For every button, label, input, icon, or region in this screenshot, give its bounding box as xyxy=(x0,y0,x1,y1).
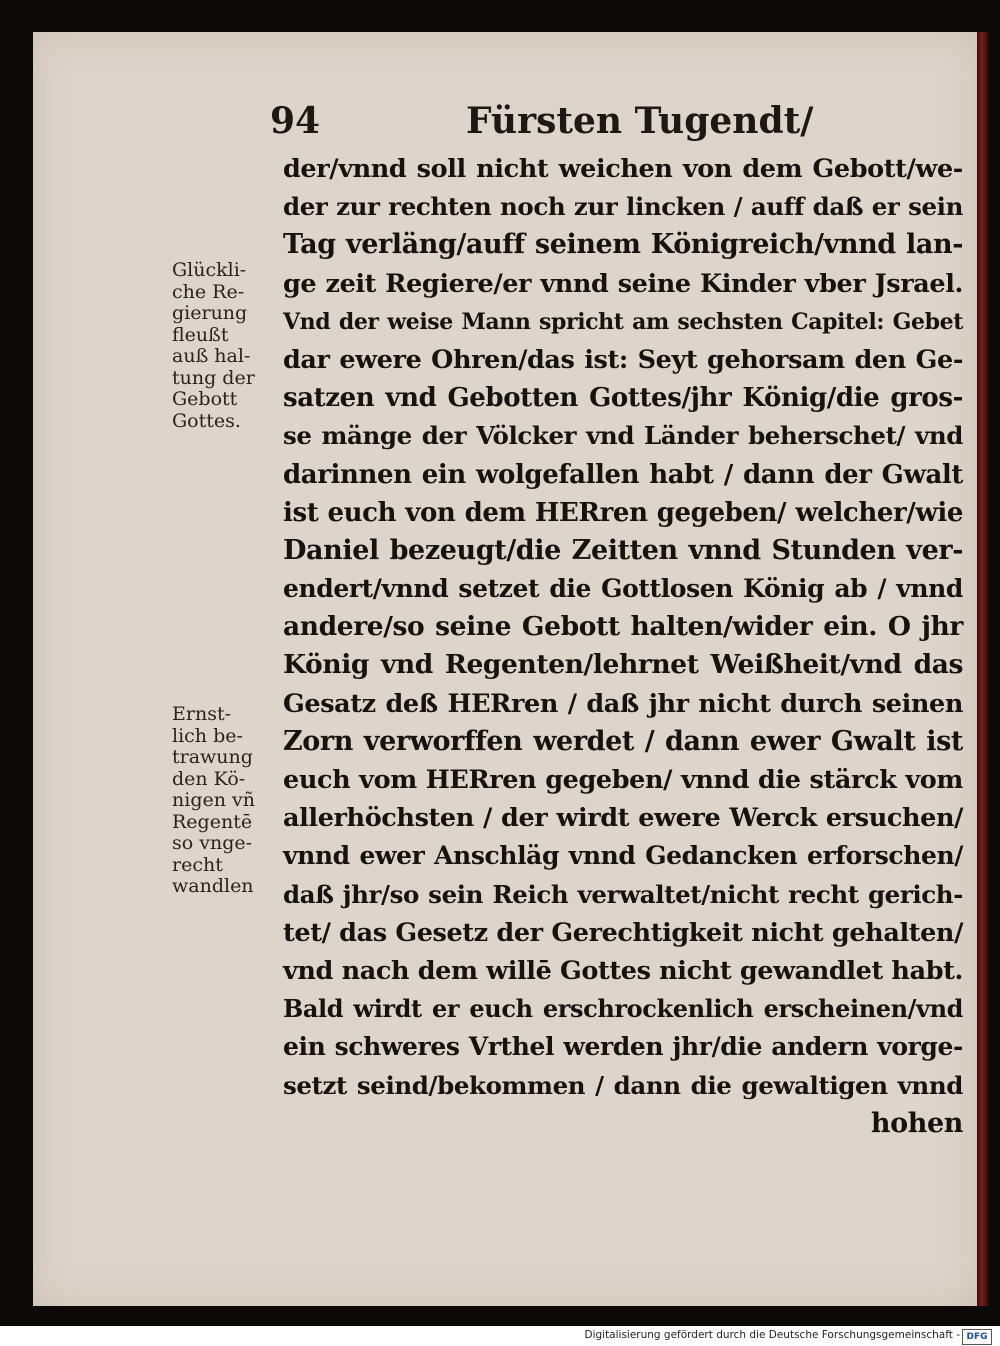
catchword: hohen xyxy=(870,1107,963,1139)
text-line: Daniel bezeugt/die Zeitten vnnd Stunden ver- xyxy=(283,534,963,566)
marginal-note xyxy=(172,260,282,432)
marginal-line: trawung xyxy=(172,746,253,768)
text-line: vnnd ewer Anschläg vnnd Gedancken erforschen/ xyxy=(283,841,963,871)
text-line: satzen vnd Gebotten Gottes/jhr König/die gros- xyxy=(283,383,963,414)
marginal-line: Ernst- xyxy=(172,703,231,725)
text-line: andere/so seine Gebott halten/wider ein. O jhr xyxy=(283,611,963,643)
text-line: Vnd der weise Mann spricht am sechsten Capitel: Gebet xyxy=(283,308,963,335)
text-line: Bald wirdt er euch erschrockenlich erscheinen/vnd xyxy=(283,994,963,1024)
page-number: 94 xyxy=(270,100,321,142)
text-line: endert/vnnd setzet die Gottlosen König ab / vnnd xyxy=(283,574,963,604)
text-line: se mänge der Völcker vnd Länder beherschet/ vnd xyxy=(283,421,963,451)
marginal-line: tung der xyxy=(172,366,255,389)
text-line: tet/ das Gesetz der Gerechtigkeit nicht gehalten/ xyxy=(283,917,963,948)
text-line: dar ewere Ohren/das ist: Seyt gehorsam den Ge- xyxy=(283,344,963,375)
marginal-line: che Re- xyxy=(172,280,245,303)
text-line: der zur rechten noch zur lincken / auff daß er sein xyxy=(283,192,963,222)
text-line: setzt seind/bekommen / dann die gewaltigen vnnd xyxy=(283,1070,963,1100)
text-line: der/vnnd soll nicht weichen von dem Gebott/we- xyxy=(283,154,963,184)
marginal-line: Regentē xyxy=(172,810,253,833)
text-line: ist euch von dem HERren gegeben/ welcher/wie xyxy=(283,497,963,528)
marginal-line: Gebott xyxy=(172,388,238,410)
text-line: König vnd Regenten/lehrnet Weißheit/vnd das xyxy=(283,649,963,681)
footer-bar xyxy=(0,1326,1000,1346)
text-line: ge zeit Regiere/er vnnd seine Kinder vber Jsrael. xyxy=(283,268,963,299)
marginal-line: nigen vñ xyxy=(172,789,255,811)
marginal-line: wandlen xyxy=(172,875,254,897)
book-page xyxy=(33,32,977,1306)
text-line: daß jhr/so sein Reich verwaltet/nicht recht gerich- xyxy=(283,879,963,909)
text-line: ein schweres Vrthel werden jhr/die andern vorge- xyxy=(283,1032,963,1062)
marginal-line: fleußt xyxy=(172,323,229,346)
text-line: vnd nach dem willē Gottes nicht gewandlet habt. xyxy=(283,955,963,986)
text-line: allerhöchsten / der wirdt ewere Werck ersuchen/ xyxy=(283,803,963,834)
marginal-line: gierung xyxy=(172,302,248,324)
body-text xyxy=(283,150,963,1143)
text-line: darinnen ein wolgefallen habt / dann der Gwalt xyxy=(283,459,963,490)
funding-credit: Digitalisierung gefördert durch die Deutsche Forschungsgemeinschaft - xyxy=(584,1329,960,1341)
text-line: Gesatz deß HERren / daß jhr nicht durch seinen xyxy=(283,688,963,719)
marginal-line: recht xyxy=(172,853,223,876)
running-title: Fürsten Tugendt/ xyxy=(466,100,814,142)
marginal-line: so vnge- xyxy=(172,832,253,854)
marginal-line: lich be- xyxy=(172,724,243,747)
text-line: Zorn verworffen werdet / dann ewer Gwalt ist xyxy=(283,725,963,757)
marginal-line: Gottes. xyxy=(172,409,241,432)
text-line: euch vom HERren gegeben/ vnnd die stärck vom xyxy=(283,765,963,795)
dfg-logo: DFG xyxy=(962,1329,992,1345)
text-line: Tag verläng/auff seinem Königreich/vnnd lan- xyxy=(283,229,963,261)
marginal-note xyxy=(172,704,282,898)
marginal-line: den Kö- xyxy=(172,767,246,790)
book-binding-edge xyxy=(977,32,989,1306)
marginal-line: auß hal- xyxy=(172,345,251,367)
marginal-line: Glückli- xyxy=(172,259,247,281)
